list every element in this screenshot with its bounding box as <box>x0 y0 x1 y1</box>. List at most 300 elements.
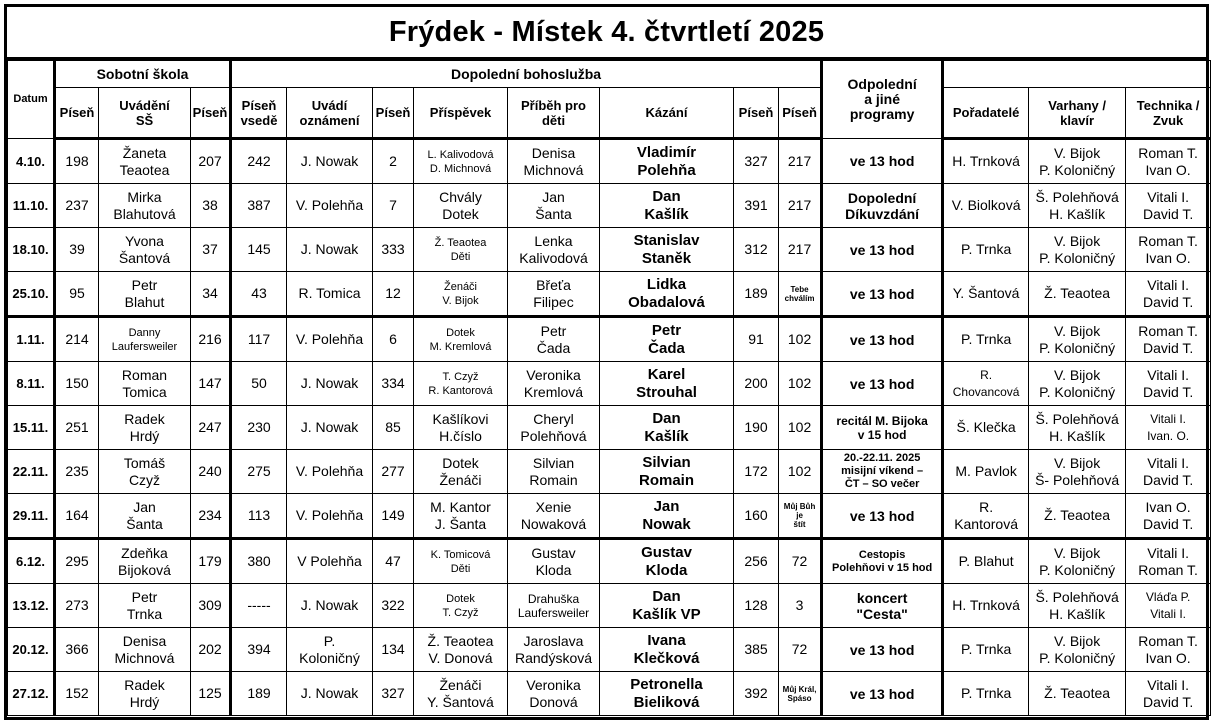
cell-ss-pisen1: 214 <box>55 317 99 362</box>
cell-line: Bijoková <box>118 561 171 578</box>
cell-line: Děti <box>450 250 471 263</box>
schedule-sheet <box>4 4 1209 720</box>
cell-prispevek <box>414 584 508 628</box>
cell-line: V. Bijok <box>1054 232 1101 249</box>
cell-ss-uvadeni <box>99 628 191 672</box>
cell-line: J. Nowak <box>300 597 359 613</box>
cell-pribeh <box>508 672 600 716</box>
cell-line: V. Polehňa <box>295 197 364 213</box>
table-row <box>8 450 1211 494</box>
cell-date: 1.11. <box>8 317 55 362</box>
cell-date: 18.10. <box>8 228 55 272</box>
cell-line: ve 13 hod <box>849 685 915 702</box>
cell-line: Dotek <box>446 592 475 605</box>
cell-kazani <box>600 672 734 716</box>
cell-line: Koloničný <box>299 649 360 666</box>
header-ss-pisen2: Píseň <box>191 88 231 139</box>
cell-pisen-vsede: 380 <box>231 539 287 584</box>
cell-line: Michnová <box>523 161 584 178</box>
cell-line: ve 13 hod <box>849 641 915 658</box>
cell-date: 15.11. <box>8 406 55 450</box>
cell-prispevek <box>414 317 508 362</box>
cell-technika <box>1126 450 1211 494</box>
cell-line: ve 13 hod <box>849 507 915 524</box>
cell-line: Dan <box>652 587 681 605</box>
cell-line: Ivana <box>647 631 686 649</box>
cell-line: Romain <box>529 471 578 488</box>
cell-line: Ivan O. <box>1145 249 1191 266</box>
cell-ss-uvadeni <box>99 317 191 362</box>
cell-line: Vitali I. <box>1150 606 1187 621</box>
cell-line: Díkuvzdání <box>845 205 920 222</box>
cell-poradatele <box>943 628 1029 672</box>
cell-line: Dopolední <box>847 189 917 206</box>
cell-uvadi <box>287 628 373 672</box>
cell-line: Donová <box>529 693 578 710</box>
cell-d-pisen2: 160 <box>734 494 779 539</box>
cell-line: David T. <box>1142 471 1194 488</box>
cell-line: Xenie <box>535 498 572 515</box>
cell-line: P. Blahut <box>958 553 1014 569</box>
cell-date: 11.10. <box>8 184 55 228</box>
cell-line: Vitali I. <box>1147 188 1189 205</box>
cell-odpoledni <box>822 272 943 317</box>
table-row <box>8 362 1211 406</box>
cell-prispevek <box>414 406 508 450</box>
cell-line: Kantorová <box>954 515 1019 532</box>
cell-line: Polehňovi v 15 hod <box>831 561 933 574</box>
cell-line: Dotek <box>446 326 475 339</box>
cell-line: Ž. Teaotea <box>1044 507 1111 523</box>
cell-ss-uvadeni <box>99 406 191 450</box>
cell-line: Roman T. <box>1138 144 1198 161</box>
cell-varhany <box>1029 539 1126 584</box>
cell-uvadi <box>287 184 373 228</box>
cell-line: R. <box>980 367 993 382</box>
header-poradatele: Pořadatelé <box>943 88 1029 139</box>
table-row <box>8 272 1211 317</box>
table-row <box>8 494 1211 539</box>
cell-line: Drahuška <box>527 591 580 606</box>
cell-line: P. Koloničný <box>1039 339 1116 356</box>
cell-ss-pisen1: 39 <box>55 228 99 272</box>
cell-line: V. Polehňa <box>295 463 364 479</box>
cell-ss-uvadeni <box>99 272 191 317</box>
cell-line: V. Bijok <box>1054 144 1101 161</box>
table-row <box>8 628 1211 672</box>
cell-line: Šanta <box>535 205 572 222</box>
cell-line: Veronika <box>526 676 581 693</box>
cell-date: 25.10. <box>8 272 55 317</box>
cell-poradatele <box>943 450 1029 494</box>
cell-uvadi <box>287 272 373 317</box>
cell-technika <box>1126 272 1211 317</box>
cell-line: Blahutová <box>113 205 176 222</box>
table-row <box>8 584 1211 628</box>
cell-line: Ženáči <box>443 280 478 293</box>
cell-ss-pisen1: 273 <box>55 584 99 628</box>
cell-ss-pisen1: 295 <box>55 539 99 584</box>
cell-d-pisen2: 128 <box>734 584 779 628</box>
cell-uvadi <box>287 228 373 272</box>
cell-d-pisen3: 72 <box>779 628 822 672</box>
cell-line: P. Koloničný <box>1039 649 1116 666</box>
cell-poradatele <box>943 272 1029 317</box>
cell-line: Ženáči <box>439 471 482 488</box>
cell-line: M. Pavlok <box>955 463 1017 479</box>
cell-pribeh <box>508 272 600 317</box>
cell-line: Dan <box>652 409 681 427</box>
cell-line: Tebe <box>790 284 809 294</box>
cell-line: P. Trnka <box>960 241 1012 257</box>
cell-line: J. Šanta <box>434 515 487 532</box>
cell-line: Ivan O. <box>1145 498 1191 515</box>
cell-line: Šanta <box>126 515 163 532</box>
cell-odpoledni <box>822 228 943 272</box>
cell-odpoledni <box>822 406 943 450</box>
cell-line: Ž. Teaotea <box>1044 685 1111 701</box>
cell-ss-pisen2: 38 <box>191 184 231 228</box>
cell-uvadi <box>287 584 373 628</box>
cell-line: V. Polehňa <box>295 331 364 347</box>
cell-uvadi <box>287 539 373 584</box>
cell-d-pisen2: 256 <box>734 539 779 584</box>
table-row <box>8 672 1211 716</box>
cell-uvadi <box>287 362 373 406</box>
cell-line: Petr <box>540 322 567 339</box>
cell-poradatele <box>943 539 1029 584</box>
cell-odpoledni <box>822 672 943 716</box>
cell-varhany <box>1029 272 1126 317</box>
cell-line: J. Nowak <box>300 241 359 257</box>
header-datum: Datum <box>8 61 55 139</box>
cell-line: Šantová <box>118 249 171 266</box>
cell-technika <box>1126 539 1211 584</box>
cell-line: V. Polehňa <box>295 507 364 523</box>
cell-varhany <box>1029 672 1126 716</box>
cell-line: Randýsková <box>514 649 593 666</box>
cell-poradatele <box>943 494 1029 539</box>
cell-ss-pisen2: 309 <box>191 584 231 628</box>
cell-line: Ivan O. <box>1145 161 1191 178</box>
cell-line: P. Trnka <box>960 641 1012 657</box>
cell-varhany <box>1029 139 1126 184</box>
cell-line: ve 13 hod <box>849 285 915 302</box>
cell-line: Cheryl <box>533 410 574 427</box>
cell-line: Silvian <box>532 454 575 471</box>
cell-pisen-vsede: 43 <box>231 272 287 317</box>
cell-prispevek <box>414 494 508 539</box>
cell-line: Danny <box>128 326 161 339</box>
cell-line: Strouhal <box>636 383 697 401</box>
cell-line: T. Czyž <box>442 606 479 619</box>
cell-pisen-vsede: 242 <box>231 139 287 184</box>
cell-poradatele <box>943 317 1029 362</box>
cell-line: Bieliková <box>633 693 700 711</box>
table-row <box>8 317 1211 362</box>
cell-line: Petr <box>131 276 158 293</box>
cell-line: Vitali I. <box>1147 276 1189 293</box>
cell-kazani <box>600 584 734 628</box>
cell-line: Y. Šantová <box>427 693 494 710</box>
cell-line: Můj Bůh je <box>783 502 816 520</box>
cell-line: H. Trnková <box>952 597 1020 613</box>
header-uvadi: Uvádí oznámení <box>287 88 373 139</box>
cell-line: V. Bijok <box>1054 544 1101 561</box>
cell-line: Ž. Teaotea <box>427 632 494 649</box>
cell-uvadi <box>287 406 373 450</box>
cell-prispevek <box>414 672 508 716</box>
cell-line: V. Bijok <box>442 294 479 307</box>
cell-ss-pisen1: 95 <box>55 272 99 317</box>
cell-line: Denisa <box>122 632 167 649</box>
cell-line: Gustav <box>641 543 692 561</box>
cell-d-pisen: 149 <box>373 494 414 539</box>
cell-line: Radek <box>124 676 165 693</box>
cell-line: David T. <box>1142 293 1194 310</box>
cell-line: Čada <box>648 339 685 357</box>
cell-line: Š. Polehňová <box>1035 410 1119 427</box>
cell-d-pisen3: 102 <box>779 406 822 450</box>
cell-pisen-vsede: 145 <box>231 228 287 272</box>
cell-line: Vitali I. <box>1147 366 1189 383</box>
cell-ss-pisen2: 216 <box>191 317 231 362</box>
cell-ss-pisen2: 207 <box>191 139 231 184</box>
cell-d-pisen2: 312 <box>734 228 779 272</box>
cell-line: Kašlíkovi <box>432 410 489 427</box>
cell-prispevek <box>414 628 508 672</box>
cell-odpoledni <box>822 628 943 672</box>
cell-line: David T. <box>1142 339 1194 356</box>
cell-line: Petronella <box>630 675 703 693</box>
cell-d-pisen3 <box>779 494 822 539</box>
cell-pisen-vsede: 275 <box>231 450 287 494</box>
cell-kazani <box>600 450 734 494</box>
cell-odpoledni <box>822 317 943 362</box>
cell-kazani <box>600 406 734 450</box>
cell-line: P. Koloničný <box>1039 383 1116 400</box>
cell-technika <box>1126 362 1211 406</box>
cell-d-pisen3: 102 <box>779 362 822 406</box>
cell-ss-pisen2: 147 <box>191 362 231 406</box>
schedule-table <box>7 60 1211 716</box>
cell-line: Děti <box>450 562 471 575</box>
cell-line: Michnová <box>114 649 175 666</box>
cell-line: H. Kašlík <box>1049 427 1106 444</box>
cell-line: Silvian <box>642 453 691 471</box>
header-d-pisen2: Píseň <box>734 88 779 139</box>
cell-line: V. Bijok <box>1054 632 1101 649</box>
cell-line: V. Bijok <box>1054 322 1101 339</box>
cell-line: ve 13 hod <box>849 331 915 348</box>
cell-d-pisen: 322 <box>373 584 414 628</box>
cell-line: Czyž <box>128 471 161 488</box>
cell-d-pisen3: 102 <box>779 317 822 362</box>
cell-pisen-vsede: 394 <box>231 628 287 672</box>
cell-line: Čada <box>536 339 571 356</box>
cell-prispevek <box>414 272 508 317</box>
cell-line: Y. Šantová <box>952 285 1020 301</box>
cell-ss-pisen1: 164 <box>55 494 99 539</box>
header-odpoledni: Odpolední a jiné programy <box>822 61 943 139</box>
cell-line: David T. <box>1142 383 1194 400</box>
cell-date: 22.11. <box>8 450 55 494</box>
cell-line: Ž. Teaotea <box>434 236 487 249</box>
cell-line: Tomáš <box>123 454 166 471</box>
cell-line: Laufersweiler <box>111 340 178 353</box>
cell-pisen-vsede: 117 <box>231 317 287 362</box>
cell-pribeh <box>508 494 600 539</box>
cell-line: V. Bijok <box>1054 366 1101 383</box>
cell-line: Š- Polehňová <box>1035 471 1120 488</box>
cell-ss-uvadeni <box>99 184 191 228</box>
table-row <box>8 139 1211 184</box>
cell-varhany <box>1029 228 1126 272</box>
cell-d-pisen2: 189 <box>734 272 779 317</box>
cell-line: Roman <box>121 366 168 383</box>
cell-pribeh <box>508 406 600 450</box>
cell-technika <box>1126 139 1211 184</box>
cell-line: Staněk <box>641 249 692 267</box>
cell-ss-pisen1: 198 <box>55 139 99 184</box>
cell-d-pisen2: 385 <box>734 628 779 672</box>
cell-technika <box>1126 317 1211 362</box>
cell-line: David T. <box>1142 515 1194 532</box>
cell-line: ČT – SO večer <box>844 478 920 490</box>
cell-d-pisen3: 3 <box>779 584 822 628</box>
cell-line: Polehňa <box>637 161 696 179</box>
cell-line: Karel <box>647 365 686 383</box>
cell-line: Veronika <box>526 366 581 383</box>
cell-odpoledni <box>822 539 943 584</box>
cell-line: Kalivodová <box>519 249 588 266</box>
cell-varhany <box>1029 628 1126 672</box>
cell-kazani <box>600 539 734 584</box>
cell-line: Mirka <box>127 188 162 205</box>
cell-line: Kremlová <box>523 383 584 400</box>
cell-line: Žaneta <box>122 144 167 161</box>
cell-line: Denisa <box>531 144 576 161</box>
header-ss-uvadeni: Uvádění SŠ <box>99 88 191 139</box>
cell-uvadi <box>287 139 373 184</box>
header-pisen-vsede: Píseň vsedě <box>231 88 287 139</box>
cell-date: 29.11. <box>8 494 55 539</box>
cell-prispevek <box>414 139 508 184</box>
cell-date: 4.10. <box>8 139 55 184</box>
cell-uvadi <box>287 450 373 494</box>
cell-line: Hrdý <box>129 427 160 444</box>
cell-line: Š. Polehňová <box>1035 188 1119 205</box>
cell-technika <box>1126 184 1211 228</box>
cell-line: Š. Klečka <box>956 419 1016 435</box>
cell-d-pisen3: 217 <box>779 139 822 184</box>
cell-line: Trnka <box>126 605 163 622</box>
cell-line: Vladimír <box>636 143 697 161</box>
cell-ss-uvadeni <box>99 362 191 406</box>
cell-line: V. Donová <box>428 649 493 666</box>
cell-line: Jan <box>133 498 156 515</box>
header-pribeh: Příběh pro děti <box>508 88 600 139</box>
cell-d-pisen3: 217 <box>779 228 822 272</box>
cell-d-pisen3 <box>779 272 822 317</box>
cell-line: M. Kantor <box>430 498 491 515</box>
cell-line: misijní víkend – <box>841 465 924 477</box>
cell-line: Dotek <box>442 205 479 222</box>
cell-line: Vitali I. <box>1147 544 1189 561</box>
cell-line: H. Kašlík <box>1049 605 1106 622</box>
cell-poradatele <box>943 228 1029 272</box>
cell-ss-pisen1: 366 <box>55 628 99 672</box>
cell-d-pisen: 277 <box>373 450 414 494</box>
cell-pisen-vsede: ----- <box>231 584 287 628</box>
header-prispevek: Příspěvek <box>414 88 508 139</box>
cell-line: Teaotea <box>119 161 170 178</box>
schedule-rows <box>8 139 1211 716</box>
cell-line: Roman T. <box>1138 632 1198 649</box>
cell-line: koncert <box>856 589 908 606</box>
cell-line: Obadalová <box>628 293 705 311</box>
cell-line: Polehňová <box>520 427 587 444</box>
cell-ss-pisen2: 234 <box>191 494 231 539</box>
cell-line: Kloda <box>535 561 572 578</box>
cell-d-pisen: 85 <box>373 406 414 450</box>
cell-line: štít <box>793 520 806 529</box>
cell-varhany <box>1029 584 1126 628</box>
cell-poradatele <box>943 362 1029 406</box>
header-dopoledni: Dopolední bohoslužba <box>231 61 822 88</box>
cell-line: V. Biolková <box>951 197 1021 213</box>
cell-d-pisen2: 172 <box>734 450 779 494</box>
cell-line: H. Kašlík <box>1049 205 1106 222</box>
cell-line: Cestopis <box>858 548 906 561</box>
cell-line: Zdeňka <box>121 544 168 561</box>
cell-ss-pisen2: 247 <box>191 406 231 450</box>
cell-d-pisen3: 217 <box>779 184 822 228</box>
cell-line: Ženáči <box>439 676 482 693</box>
cell-line: Můj Král, <box>782 684 817 694</box>
cell-line: ve 13 hod <box>849 241 915 258</box>
cell-line: Kašlík VP <box>632 605 701 623</box>
cell-ss-pisen2: 202 <box>191 628 231 672</box>
cell-line: Petr <box>131 588 158 605</box>
cell-line: L. Kalivodová <box>427 148 494 161</box>
cell-pribeh <box>508 362 600 406</box>
cell-line: Filipec <box>533 293 574 310</box>
header-kazani: Kázání <box>600 88 734 139</box>
cell-line: Yvona <box>125 232 164 249</box>
cell-ss-pisen2: 240 <box>191 450 231 494</box>
cell-ss-uvadeni <box>99 139 191 184</box>
cell-line: "Cesta" <box>856 605 908 622</box>
cell-kazani <box>600 184 734 228</box>
cell-line: J. Nowak <box>300 419 359 435</box>
cell-ss-pisen1: 150 <box>55 362 99 406</box>
cell-line: recitál M. Bijoka <box>836 413 928 428</box>
cell-line: Roman T. <box>1138 322 1198 339</box>
cell-line: 20.-22.11. 2025 <box>843 452 921 464</box>
cell-technika <box>1126 406 1211 450</box>
cell-poradatele <box>943 584 1029 628</box>
cell-kazani <box>600 628 734 672</box>
cell-line: Hrdý <box>129 693 160 710</box>
cell-uvadi <box>287 494 373 539</box>
cell-varhany <box>1029 406 1126 450</box>
cell-line: Laufersweiler <box>517 605 590 620</box>
cell-d-pisen: 333 <box>373 228 414 272</box>
cell-line: Vláďa P. <box>1145 589 1191 604</box>
table-row <box>8 228 1211 272</box>
cell-pribeh <box>508 584 600 628</box>
